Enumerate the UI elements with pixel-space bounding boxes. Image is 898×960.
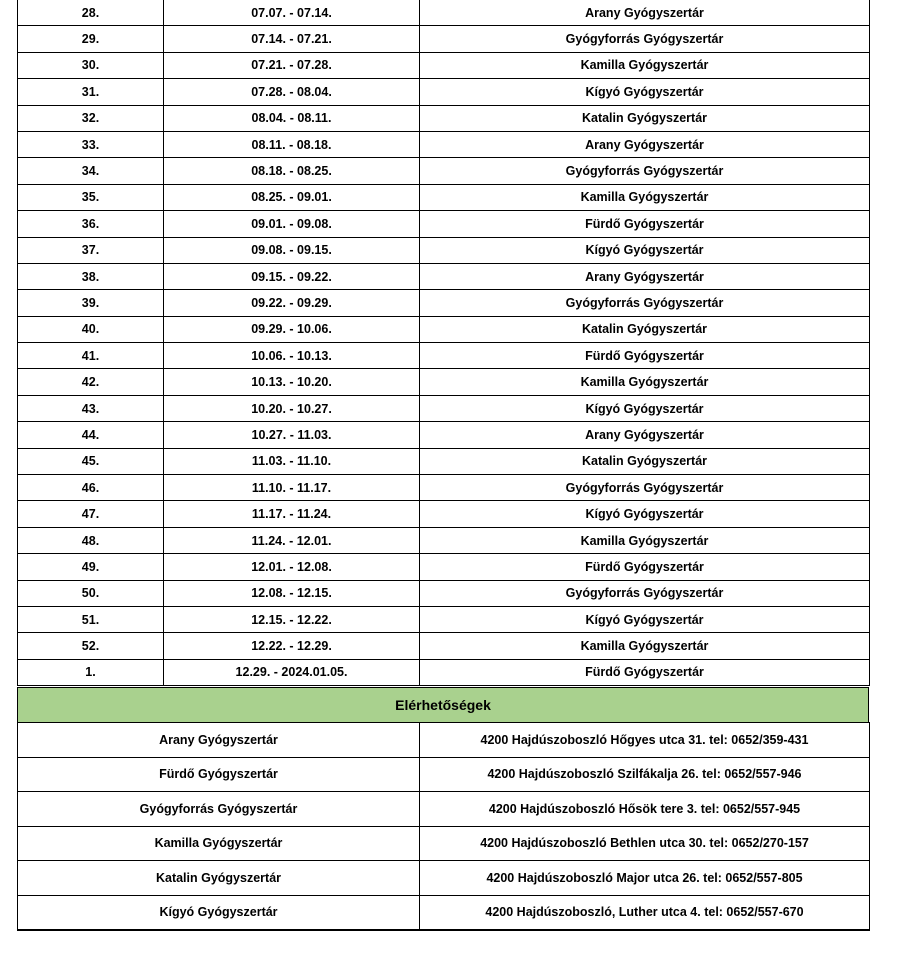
- date-range-cell: 08.18. - 08.25.: [164, 158, 420, 184]
- date-range-cell: 07.21. - 07.28.: [164, 52, 420, 78]
- date-range-cell: 09.15. - 09.22.: [164, 263, 420, 289]
- contact-row: [18, 895, 870, 930]
- week-cell: 48.: [18, 527, 164, 553]
- week-cell: 33.: [18, 131, 164, 157]
- date-range-cell: 08.25. - 09.01.: [164, 184, 420, 210]
- pharmacy-cell: Kamilla Gyógyszertár: [420, 369, 870, 395]
- pharmacy-cell: Kamilla Gyógyszertár: [420, 52, 870, 78]
- schedule-row: [18, 131, 870, 157]
- schedule-row: [18, 501, 870, 527]
- pharmacy-cell: Kamilla Gyógyszertár: [420, 527, 870, 553]
- schedule-row: [18, 52, 870, 78]
- schedule-row: [18, 395, 870, 421]
- schedule-row: [18, 290, 870, 316]
- schedule-row: [18, 211, 870, 237]
- week-cell: 47.: [18, 501, 164, 527]
- contact-row: [18, 792, 870, 827]
- date-range-cell: 08.11. - 08.18.: [164, 131, 420, 157]
- week-cell: 42.: [18, 369, 164, 395]
- date-range-cell: 12.22. - 12.29.: [164, 633, 420, 659]
- contact-address-cell: 4200 Hajdúszoboszló Hőgyes utca 31. tel: 0652/359-431: [420, 723, 870, 758]
- week-cell: 45.: [18, 448, 164, 474]
- schedule-row: [18, 263, 870, 289]
- date-range-cell: 09.29. - 10.06.: [164, 316, 420, 342]
- date-range-cell: 09.22. - 09.29.: [164, 290, 420, 316]
- pharmacy-cell: Arany Gyógyszertár: [420, 131, 870, 157]
- pharmacy-cell: Kígyó Gyógyszertár: [420, 237, 870, 263]
- pharmacy-cell: Gyógyforrás Gyógyszertár: [420, 580, 870, 606]
- contact-name-cell: Gyógyforrás Gyógyszertár: [18, 792, 420, 827]
- date-range-cell: 07.07. - 07.14.: [164, 0, 420, 26]
- date-range-cell: 12.29. - 2024.01.05.: [164, 659, 420, 685]
- pharmacy-cell: Kígyó Gyógyszertár: [420, 395, 870, 421]
- week-cell: 35.: [18, 184, 164, 210]
- schedule-row: [18, 554, 870, 580]
- week-cell: 51.: [18, 606, 164, 632]
- schedule-row: [18, 0, 870, 26]
- pharmacy-cell: Kígyó Gyógyszertár: [420, 606, 870, 632]
- schedule-row: [18, 580, 870, 606]
- pharmacy-cell: Kígyó Gyógyszertár: [420, 79, 870, 105]
- week-cell: 1.: [18, 659, 164, 685]
- schedule-row: [18, 606, 870, 632]
- schedule-row: [18, 237, 870, 263]
- pharmacy-cell: Fürdő Gyógyszertár: [420, 554, 870, 580]
- week-cell: 28.: [18, 0, 164, 26]
- date-range-cell: 09.08. - 09.15.: [164, 237, 420, 263]
- schedule-row: [18, 158, 870, 184]
- pharmacy-cell: Kamilla Gyógyszertár: [420, 184, 870, 210]
- pharmacy-cell: Fürdő Gyógyszertár: [420, 659, 870, 685]
- contact-row: [18, 861, 870, 896]
- schedule-row: [18, 633, 870, 659]
- schedule-row: [18, 105, 870, 131]
- pharmacy-cell: Kígyó Gyógyszertár: [420, 501, 870, 527]
- contacts-header: [17, 687, 869, 723]
- date-range-cell: 10.27. - 11.03.: [164, 422, 420, 448]
- schedule-row: [18, 422, 870, 448]
- schedule-row: [18, 184, 870, 210]
- pharmacy-cell: Gyógyforrás Gyógyszertár: [420, 158, 870, 184]
- week-cell: 43.: [18, 395, 164, 421]
- week-cell: 46.: [18, 475, 164, 501]
- week-cell: 52.: [18, 633, 164, 659]
- week-cell: 36.: [18, 211, 164, 237]
- pharmacy-cell: Katalin Gyógyszertár: [420, 448, 870, 474]
- date-range-cell: 11.10. - 11.17.: [164, 475, 420, 501]
- schedule-row: [18, 475, 870, 501]
- pharmacy-cell: Gyógyforrás Gyógyszertár: [420, 475, 870, 501]
- contact-name-cell: Katalin Gyógyszertár: [18, 861, 420, 896]
- pharmacy-cell: Katalin Gyógyszertár: [420, 105, 870, 131]
- contact-row: [18, 757, 870, 792]
- contacts-header-label: Elérhetőségek: [395, 697, 491, 713]
- date-range-cell: 12.01. - 12.08.: [164, 554, 420, 580]
- week-cell: 50.: [18, 580, 164, 606]
- schedule-row: [18, 79, 870, 105]
- contact-address-cell: 4200 Hajdúszoboszló Szilfákalja 26. tel: 0652/557-946: [420, 757, 870, 792]
- date-range-cell: 12.08. - 12.15.: [164, 580, 420, 606]
- week-cell: 44.: [18, 422, 164, 448]
- contacts-table: [17, 722, 870, 931]
- date-range-cell: 07.14. - 07.21.: [164, 26, 420, 52]
- date-range-cell: 09.01. - 09.08.: [164, 211, 420, 237]
- schedule-row: [18, 659, 870, 685]
- contact-address-cell: 4200 Hajdúszoboszló, Luther utca 4. tel: 0652/557-670: [420, 895, 870, 930]
- week-cell: 40.: [18, 316, 164, 342]
- pharmacy-cell: Gyógyforrás Gyógyszertár: [420, 290, 870, 316]
- week-cell: 31.: [18, 79, 164, 105]
- contact-row: [18, 826, 870, 861]
- date-range-cell: 11.24. - 12.01.: [164, 527, 420, 553]
- date-range-cell: 08.04. - 08.11.: [164, 105, 420, 131]
- pharmacy-cell: Katalin Gyógyszertár: [420, 316, 870, 342]
- schedule-row: [18, 316, 870, 342]
- contact-address-cell: 4200 Hajdúszoboszló Major utca 26. tel: 0652/557-805: [420, 861, 870, 896]
- contact-name-cell: Kígyó Gyógyszertár: [18, 895, 420, 930]
- contacts-body: [18, 723, 870, 931]
- schedule-row: [18, 369, 870, 395]
- date-range-cell: 10.20. - 10.27.: [164, 395, 420, 421]
- contact-row: [18, 723, 870, 758]
- contact-name-cell: Arany Gyógyszertár: [18, 723, 420, 758]
- date-range-cell: 07.28. - 08.04.: [164, 79, 420, 105]
- schedule-row: [18, 527, 870, 553]
- contact-name-cell: Fürdő Gyógyszertár: [18, 757, 420, 792]
- date-range-cell: 10.13. - 10.20.: [164, 369, 420, 395]
- date-range-cell: 10.06. - 10.13.: [164, 343, 420, 369]
- pharmacy-cell: Kamilla Gyógyszertár: [420, 633, 870, 659]
- duty-schedule-table: [17, 0, 870, 686]
- week-cell: 38.: [18, 263, 164, 289]
- schedule-row: [18, 448, 870, 474]
- schedule-row: [18, 26, 870, 52]
- pharmacy-cell: Gyógyforrás Gyógyszertár: [420, 26, 870, 52]
- date-range-cell: 11.03. - 11.10.: [164, 448, 420, 474]
- pharmacy-cell: Arany Gyógyszertár: [420, 0, 870, 26]
- week-cell: 32.: [18, 105, 164, 131]
- date-range-cell: 12.15. - 12.22.: [164, 606, 420, 632]
- week-cell: 49.: [18, 554, 164, 580]
- pharmacy-cell: Arany Gyógyszertár: [420, 422, 870, 448]
- week-cell: 29.: [18, 26, 164, 52]
- week-cell: 39.: [18, 290, 164, 316]
- date-range-cell: 11.17. - 11.24.: [164, 501, 420, 527]
- pharmacy-cell: Fürdő Gyógyszertár: [420, 211, 870, 237]
- contact-name-cell: Kamilla Gyógyszertár: [18, 826, 420, 861]
- pharmacy-cell: Fürdő Gyógyszertár: [420, 343, 870, 369]
- week-cell: 37.: [18, 237, 164, 263]
- week-cell: 34.: [18, 158, 164, 184]
- week-cell: 30.: [18, 52, 164, 78]
- schedule-row: [18, 343, 870, 369]
- pharmacy-cell: Arany Gyógyszertár: [420, 263, 870, 289]
- contact-address-cell: 4200 Hajdúszoboszló Bethlen utca 30. tel: 0652/270-157: [420, 826, 870, 861]
- duty-schedule-body: [18, 0, 870, 686]
- week-cell: 41.: [18, 343, 164, 369]
- contact-address-cell: 4200 Hajdúszoboszló Hősök tere 3. tel: 0652/557-945: [420, 792, 870, 827]
